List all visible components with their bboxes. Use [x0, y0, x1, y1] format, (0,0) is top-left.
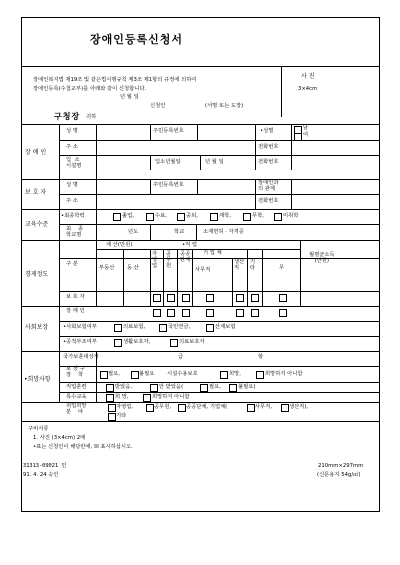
- guardian-address-field[interactable]: [97, 195, 254, 208]
- ins-option: 국민연금,: [168, 324, 191, 330]
- col-production: 생산직: [234, 259, 245, 271]
- intro-applicant: 신청인: [150, 103, 166, 109]
- train-need-checkbox[interactable]: [200, 384, 208, 392]
- disabled-address-label: 주 소: [66, 144, 78, 150]
- ins-industrial-checkbox[interactable]: [206, 324, 214, 332]
- eco-disabled-office-checkbox[interactable]: [206, 309, 214, 317]
- ins-pension-checkbox[interactable]: [159, 324, 167, 332]
- care-option: 희망,: [229, 371, 241, 377]
- social-insurance-label-row: •사회보험여부: [63, 324, 97, 330]
- guardian-name-field[interactable]: [97, 180, 149, 193]
- jh-public-checkbox[interactable]: [178, 404, 186, 412]
- edu-preschool-checkbox[interactable]: [274, 213, 282, 221]
- disabled-name-label: 성 명: [66, 128, 78, 134]
- device-noneed-checkbox[interactable]: [131, 371, 139, 379]
- edu-option: 중퇴,: [186, 213, 198, 219]
- train-option: 필요,: [209, 384, 221, 390]
- jh-office-checkbox[interactable]: [247, 404, 255, 412]
- ins-option: 산재보험: [215, 324, 236, 330]
- jh-option: 기타: [116, 413, 127, 419]
- special-option: 희 망,: [115, 394, 129, 400]
- device-need-checkbox[interactable]: [100, 371, 108, 379]
- edu-graduate-checkbox[interactable]: [113, 213, 121, 221]
- train-option: 안 받았음(: [159, 384, 184, 390]
- header-bottom-line: [21, 66, 380, 67]
- edu-enrolled-checkbox[interactable]: [210, 213, 218, 221]
- eco-guardian-none-checkbox[interactable]: [279, 294, 287, 302]
- photo-label: 사 진: [301, 73, 315, 80]
- edu-option: 미취학: [283, 213, 299, 219]
- intro-signature: (서명 또는 도장): [205, 103, 244, 109]
- gender-female-checkbox[interactable]: [294, 133, 302, 141]
- disabled-phone-field[interactable]: [292, 141, 379, 154]
- col-public-body: 공공단체: [180, 251, 191, 263]
- guardian-address-label: 주 소: [66, 198, 78, 204]
- section-social: 사회보장: [25, 324, 49, 331]
- edu-option: 수료,: [155, 213, 167, 219]
- school-year-label: 년도: [128, 229, 139, 235]
- liv-protection-checkbox[interactable]: [114, 339, 122, 347]
- train-notreceived-checkbox[interactable]: [150, 384, 158, 392]
- disabled-rrn-field[interactable]: [198, 125, 254, 139]
- eco-disabled-prod-checkbox[interactable]: [236, 309, 244, 317]
- guardian-name-label: 성 명: [66, 182, 78, 188]
- eco-guardian-public-checkbox[interactable]: [182, 294, 190, 302]
- special-hope-checkbox[interactable]: [106, 394, 114, 402]
- guardian-phone-label: 전화번호: [258, 198, 279, 204]
- jh-option: 사무직,: [255, 404, 273, 410]
- facility-phone-label: 전화번호: [258, 159, 279, 165]
- ins-medical-checkbox[interactable]: [114, 324, 122, 332]
- col-civil-servant: 공무원: [166, 251, 172, 269]
- section-guardian: 보 호 자: [25, 189, 47, 196]
- license-label: 소재면허 · 자격증: [203, 229, 244, 235]
- special-nohope-checkbox[interactable]: [143, 394, 151, 402]
- section-disabled: 장 애 인: [25, 149, 47, 156]
- facility-care-label: 시설수용보호: [167, 371, 198, 377]
- guardian-relation-label: 장애인과 의 관계: [258, 180, 279, 193]
- economy-division-label: 구 분: [66, 261, 78, 267]
- care-hope-checkbox[interactable]: [220, 371, 228, 379]
- disabled-gender-label: •성별: [260, 128, 274, 134]
- jh-other-checkbox[interactable]: [108, 413, 116, 421]
- footer-size: 210mm×297mm: [318, 463, 364, 469]
- edu-dropout-checkbox[interactable]: [177, 213, 185, 221]
- school-name-label: 최 종 학교명: [66, 226, 83, 239]
- eco-disabled-self-checkbox[interactable]: [153, 309, 161, 317]
- jh-option: 자영업,: [116, 404, 134, 410]
- economy-row-disabled: 장 애 인: [66, 308, 85, 314]
- veteran-label: 국가보훈대상자: [63, 354, 99, 360]
- photo-box[interactable]: [281, 66, 345, 117]
- col-office: 사무직: [195, 267, 211, 273]
- train-noneed-checkbox[interactable]: [229, 384, 237, 392]
- col-self-employed: 자영업: [152, 251, 158, 269]
- section-hope: •희망사항: [24, 376, 51, 383]
- jh-option: 공공단체, 기업체(: [186, 404, 228, 410]
- education-final-label: •최종학력: [61, 213, 85, 219]
- liv-option: 생활보호자,: [123, 339, 151, 345]
- form-title: 장애인등록신청서: [90, 33, 184, 46]
- veteran-clause-label: 항: [258, 354, 264, 360]
- device-option: 필요,: [108, 371, 120, 377]
- eco-guardian-office-checkbox[interactable]: [206, 294, 214, 302]
- special-option: 희망하지 아니함: [152, 394, 190, 400]
- edu-option: 졸업,: [122, 213, 134, 219]
- disabled-rrn-label: 주민등록번호: [153, 128, 184, 134]
- col-movable: 동 산: [127, 265, 139, 271]
- liv-medical-checkbox[interactable]: [170, 339, 178, 347]
- device-option: 불필요: [139, 371, 155, 377]
- footer-code: 31313-09021 민: [23, 463, 67, 469]
- col-other: 기타: [250, 259, 256, 271]
- docs-title: 구비서류: [28, 426, 49, 432]
- section-education: 교육수준: [25, 221, 49, 228]
- guardian-rrn-label: 주민등록번호: [153, 182, 184, 188]
- jh-option: 생산직),: [289, 404, 309, 410]
- social-livelihood-label: •공적부조여부: [63, 339, 97, 345]
- special-edu-label: 특수교육: [66, 394, 87, 400]
- eco-guardian-self-checkbox[interactable]: [153, 294, 161, 302]
- device-label-row: 보 장 구 장 착: [66, 366, 85, 378]
- eco-disabled-other-checkbox[interactable]: [251, 309, 259, 317]
- eco-disabled-civil-checkbox[interactable]: [167, 309, 175, 317]
- intro-recipient-suffix: 귀하: [86, 114, 97, 120]
- economy-asset-label: 재 산(만원): [106, 242, 133, 248]
- jh-option: 공무원,: [154, 404, 172, 410]
- edu-option: 무학,: [252, 213, 264, 219]
- care-nohope-checkbox[interactable]: [256, 371, 264, 379]
- docs-item: 1. 사진 (3×4cm) 2매: [33, 435, 86, 441]
- disabled-phone-label: 전화번호: [258, 144, 279, 150]
- eco-guardian-other-checkbox[interactable]: [251, 294, 259, 302]
- economy-income-label: 월평균소득 (만원): [309, 252, 335, 265]
- ins-option: 의료보험,: [123, 324, 146, 330]
- admission-label: 입소년월일: [155, 159, 181, 165]
- footer-paper: (신문용지 54g/㎡): [317, 472, 361, 478]
- job-hope-label: 취업희망 분 야: [66, 403, 87, 415]
- jh-prod-checkbox[interactable]: [281, 404, 289, 412]
- train-option: 불필요): [238, 384, 256, 390]
- care-option: 희망하지 아니함: [265, 371, 303, 377]
- intro-date: 년 월 일: [120, 94, 139, 100]
- intro-recipient: 구청장: [54, 112, 81, 121]
- disabled-address-field[interactable]: [97, 141, 254, 154]
- gender-female-label: 여: [303, 132, 309, 138]
- admission-date[interactable]: 년 월 일: [205, 159, 224, 165]
- intro-line-2: 장애인등록(수첩교부)를 아래와 같이 신청합니다.: [33, 86, 147, 92]
- intro-line-1: 장애인복지법 제19조 및 같은법시행규칙 제3조 제1항의 규정에 의하여: [33, 77, 197, 83]
- eco-disabled-none-checkbox[interactable]: [279, 309, 287, 317]
- edu-option: 재학,: [219, 213, 231, 219]
- edu-none-checkbox[interactable]: [243, 213, 251, 221]
- school-name-field-label: 학교: [174, 229, 185, 235]
- economy-row-guardian: 보 호 자: [66, 294, 85, 300]
- disabled-name-field[interactable]: [97, 125, 149, 139]
- train-option: 받았음,: [115, 384, 133, 390]
- gender-male-label: 남: [303, 125, 309, 131]
- section-economy: 경제정도: [25, 271, 49, 278]
- col-company: 기 업 체: [203, 250, 222, 256]
- eco-disabled-public-checkbox[interactable]: [182, 309, 190, 317]
- liv-option: 의료보호자: [179, 339, 205, 345]
- train-received-checkbox[interactable]: [106, 384, 114, 392]
- facility-field[interactable]: [97, 156, 149, 169]
- jh-civil-checkbox[interactable]: [146, 404, 154, 412]
- economy-job-label: •직 업: [182, 242, 198, 248]
- col-none: 무: [279, 265, 285, 271]
- edu-complete-checkbox[interactable]: [146, 213, 154, 221]
- eco-guardian-prod-checkbox[interactable]: [236, 294, 244, 302]
- footer-approval: 91. 4. 24 승인: [23, 472, 59, 478]
- photo-size: 3×4cm: [298, 86, 318, 92]
- jh-self-checkbox[interactable]: [108, 404, 116, 412]
- job-training-label: 직업훈련: [66, 384, 87, 390]
- facility-label: 입 소 시설명: [66, 157, 82, 170]
- veteran-grade-label: 급: [178, 354, 184, 360]
- col-real-estate: 부동산: [99, 265, 115, 271]
- eco-guardian-civil-checkbox[interactable]: [167, 294, 175, 302]
- docs-note: •표는 신청인이 해당란에, ☒ 표시하십시오.: [33, 444, 133, 450]
